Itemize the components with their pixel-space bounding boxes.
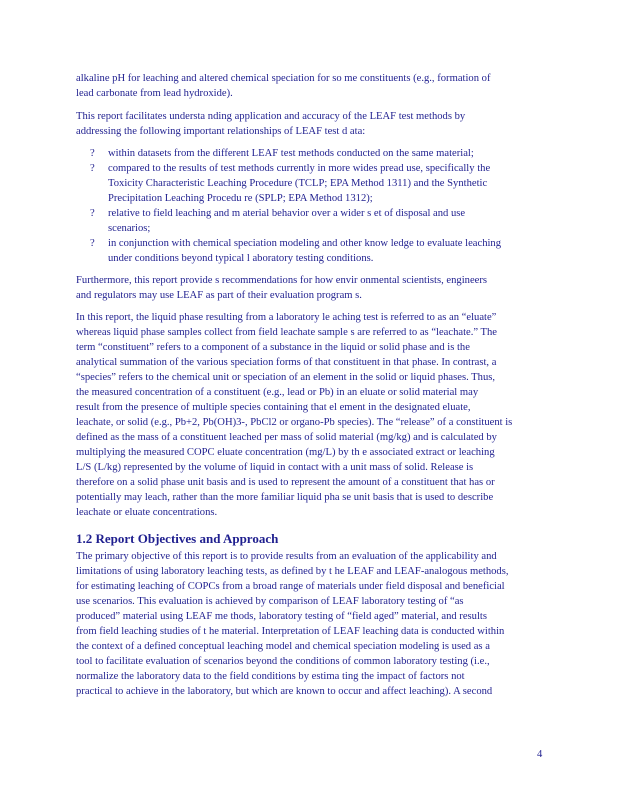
objectives-line-6: from field leaching studies of t he material. Interpretation of LEAF leaching data is conducted within bbox=[76, 626, 505, 637]
definitions-line-14: leachate or eluate concentrations. bbox=[76, 507, 218, 518]
objectives-line-8: tool to facilitate evaluation of scenarios beyond the conditions of common laboratory testing (i.e., bbox=[76, 656, 490, 667]
definitions-line-2: whereas liquid phase samples collect from field leachate sample s are referred to as “leachate.” The bbox=[76, 327, 497, 338]
bullet-2-line-3: Precipitation Leaching Procedu re (SPLP; EPA Method 1312); bbox=[108, 193, 373, 204]
definitions-line-4: analytical summation of the various speciation forms of that constituent in that phase. In contrast, a bbox=[76, 357, 497, 368]
definitions-line-8: leachate, or solid (e.g., Pb+2, Pb(OH)3-, PbCl2 or organo-Pb species). The “release” of a constituent is bbox=[76, 417, 513, 428]
furthermore-line-1: Furthermore, this report provide s recommendations for how envir onmental scientists, engineers bbox=[76, 275, 487, 286]
definitions-line-5: “species” refers to the chemical unit or speciation of an element in the solid or liquid phases. Thus, bbox=[76, 372, 496, 383]
definitions-line-3: term “constituent” refers to a component of a substance in the liquid or solid phase and is the bbox=[76, 342, 470, 353]
section-heading: 1.2 Report Objectives and Approach bbox=[76, 531, 279, 546]
bullet-2-line-1: compared to the results of test methods currently in more wides pread use, specifically the bbox=[108, 163, 491, 174]
page-number: 4 bbox=[537, 749, 543, 760]
definitions-line-13: potentially may leach, rather than the more familiar liquid pha se unit basis that is used to describe bbox=[76, 492, 494, 503]
definitions-line-12: therefore on a solid phase unit basis and is used to represent the amount of a constituent that has or bbox=[76, 477, 495, 488]
intro-line-1: alkaline pH for leaching and altered chemical speciation for so me constituents (e.g., formation of bbox=[76, 73, 491, 84]
bullet-marker: ? bbox=[90, 163, 95, 174]
bullet-4-line-1: in conjunction with chemical speciation modeling and other know ledge to evaluate leaching bbox=[108, 238, 502, 249]
objectives-line-4: use scenarios. This evaluation is achieved by comparison of LEAF laboratory testing of “as bbox=[76, 596, 464, 607]
objectives-line-1: The primary objective of this report is to provide results from an evaluation of the applicability and bbox=[76, 551, 497, 562]
bullet-2-line-2: Toxicity Characteristic Leaching Procedure (TCLP; EPA Method 1311) and the Synthetic bbox=[108, 178, 488, 189]
bullet-1-line-1: within datasets from the different LEAF test methods conducted on the same material; bbox=[108, 148, 474, 159]
definitions-line-6: the measured concentration of a constituent (e.g., lead or Pb) in an eluate or solid material may bbox=[76, 387, 479, 398]
bullet-marker: ? bbox=[90, 238, 95, 249]
facilitates-line-1: This report facilitates understa nding application and accuracy of the LEAF test methods by bbox=[76, 111, 466, 122]
objectives-line-10: practical to achieve in the laboratory, but which are known to occur and affect leaching). A second bbox=[76, 686, 493, 697]
objectives-line-3: for estimating leaching of COPCs from a broad range of materials under field disposal and beneficial bbox=[76, 581, 505, 592]
furthermore-line-2: and regulators may use LEAF as part of their evaluation program s. bbox=[76, 290, 362, 301]
bullet-marker: ? bbox=[90, 208, 95, 219]
definitions-line-10: multiplying the measured COPC eluate concentration (mg/L) by th e associated extract or leaching bbox=[76, 447, 495, 458]
objectives-line-9: normalize the laboratory data to the field conditions by estima ting the impact of factors not bbox=[76, 671, 465, 682]
objectives-line-2: limitations of using laboratory leaching tests, as defined by t he LEAF and LEAF-analogous methods, bbox=[76, 566, 509, 577]
bullet-4-line-2: under conditions beyond typical l aboratory testing conditions. bbox=[108, 253, 374, 264]
bullet-3-line-2: scenarios; bbox=[108, 223, 151, 234]
facilitates-line-2: addressing the following important relationships of LEAF test d ata: bbox=[76, 126, 366, 137]
objectives-line-5: produced” material using LEAF me thods, laboratory testing of “field aged” material, and results bbox=[76, 611, 487, 622]
intro-line-2: lead carbonate from lead hydroxide). bbox=[76, 88, 233, 99]
objectives-line-7: the context of a defined conceptual leaching model and chemical speciation modeling is used as a bbox=[76, 641, 490, 652]
definitions-line-7: result from the presence of multiple species containing that el ement in the designated eluate, bbox=[76, 402, 471, 413]
definitions-line-11: L/S (L/kg) represented by the volume of liquid in contact with a unit mass of solid. Release is bbox=[76, 462, 474, 473]
bullet-3-line-1: relative to field leaching and m aterial behavior over a wider s et of disposal and use bbox=[108, 208, 466, 219]
bullet-marker: ? bbox=[90, 148, 95, 159]
definitions-line-9: defined as the mass of a constituent leached per mass of solid material (mg/kg) and is calculated by bbox=[76, 432, 497, 443]
definitions-line-1: In this report, the liquid phase resulting from a laboratory le aching test is referred to as an “eluate” bbox=[76, 312, 497, 323]
